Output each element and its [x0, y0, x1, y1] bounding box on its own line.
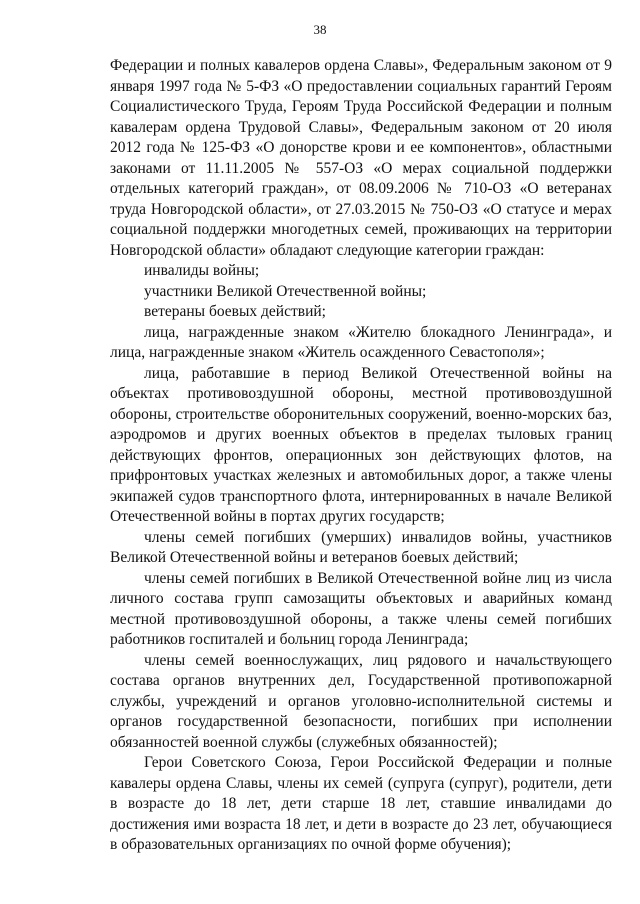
paragraph-legal-basis: Федерации и полных кавалеров ордена Славы», Федеральным законом от 9 января 1997 года № 5-ФЗ «О предоставлении социальных гарантий Героям Социалистического Труда, Героям Труда Российской Федерации и полным кавалерам ордена Трудовой Славы», Федеральным законом от 20 июля 2012 года № 125-ФЗ «О донорстве крови и ее компонентов», областными законами от 11.11.2005 № 557-ОЗ «О мерах социальной поддержки отдельных категорий граждан», от 08.09.2006 № 710-ОЗ «О ветеранах труда Новгородской области», от 27.03.2015 № 750-ОЗ «О статусе и мерах социальной поддержки многодетных семей, проживающих на территории Новгородской области» обладают следующие категории граждан: [110, 57, 612, 259]
paragraph-heroes: Герои Советского Союза, Герои Российской Федерации и полные кавалеры ордена Славы, члены их семей (супруга (супруг), родители, дети в возрасте до 18 лет, дети старше 18 лет, ставшие инвалидами до достижения ими возраста 18 лет, и дети в возрасте до 23 лет, обучающиеся в образовательных организациях по очной форме обучения); [110, 754, 612, 853]
page-number: 38 [313, 22, 327, 37]
paragraph-families-of-deceased-invalids: члены семей погибших (умерших) инвалидов войны, участников Великой Отечественной войны и ветеранов боевых действий; [110, 528, 612, 566]
paragraph-war-participants: участники Великой Отечественной войны; [144, 282, 427, 300]
paragraph-war-invalids: инвалиды войны; [144, 262, 260, 279]
document-body [110, 56, 612, 856]
paragraph-families-of-servicemen: члены семей военнослужащих, лиц рядового и начальствующего состава органов внутренних дел, Государственной противопожарной службы, учреждений и органов уголовно-исполнительной системы и органов государственной безопасности, погибших при исполнении обязанностей военной службы (служебных обязанностей); [110, 651, 612, 751]
paragraph-siege-badge-holders: лица, награжденные знаком «Жителю блокадного Ленинграда», и лица, награжденные знаком «Житель осажденного Севастополя»; [110, 323, 612, 361]
paragraph-families-of-self-defense-groups: члены семей погибших в Великой Отечественной войне лиц из числа личного состава групп самозащиты объектовых и аварийных команд местной противовоздушной обороны, а также члены семей погибших работников госпиталей и больниц города Ленинграда; [110, 569, 612, 648]
paragraph-combat-veterans: ветераны боевых действий; [144, 303, 326, 320]
paragraph-air-defense-workers: лица, работавшие в период Великой Отечественной войны на объектах противовоздушной обороны, местной противовоздушной обороны, строительстве оборонительных сооружений, военно-морских баз, аэродромов и других военных объектов в пределах тыловых границ действующих фронтов, операционных зон действующих флотов, на прифронтовых участках железных и автомобильных дорог, а также члены экипажей судов транспортного флота, интернированных в начале Великой Отечественной войны в портах других государств; [110, 364, 612, 525]
